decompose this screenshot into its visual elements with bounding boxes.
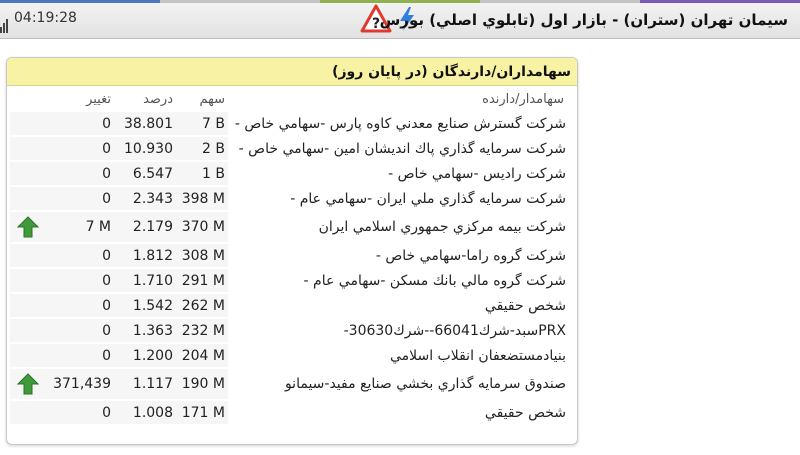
row-holder: بنيادمستضعفان انقلاب اسلامي [228, 344, 572, 369]
color-strip [0, 0, 800, 3]
row-shares: 204 M [176, 344, 228, 369]
row-arrow-cell [10, 344, 46, 369]
row-percent: 2.343 [114, 187, 176, 212]
row-arrow-cell [10, 187, 46, 212]
table-row[interactable] [10, 344, 572, 369]
row-arrow-cell [10, 162, 46, 187]
row-change: 0 [46, 112, 114, 137]
table-row[interactable] [10, 137, 572, 162]
row-shares: 232 M [176, 319, 228, 344]
table-row[interactable] [10, 269, 572, 294]
signal-bars-icon [0, 17, 8, 33]
row-shares: 1 B [176, 162, 228, 187]
row-holder: شركت گروه راما-سهامي خاص - [228, 244, 572, 269]
column-change[interactable]: تغيير [86, 91, 111, 107]
row-percent: 38.801 [114, 112, 176, 137]
table-row[interactable] [10, 244, 572, 269]
column-arrow [10, 86, 46, 112]
row-arrow-cell [10, 401, 46, 426]
svg-text:?: ? [371, 16, 381, 32]
row-percent: 1.710 [114, 269, 176, 294]
row-shares: 370 M [176, 212, 228, 244]
row-shares: 7 B [176, 112, 228, 137]
row-arrow-cell [10, 319, 46, 344]
row-holder: صندوق سرمايه گذاري بخشي صنايع مفيد-سيمانو [228, 369, 572, 401]
row-holder: شركت سرمايه گذاري پاك انديشان امين -سهامي خاص - [228, 137, 572, 162]
row-shares: 398 M [176, 187, 228, 212]
row-change: 0 [46, 162, 114, 187]
row-percent: 1.008 [114, 401, 176, 426]
row-percent: 6.547 [114, 162, 176, 187]
table-row[interactable] [10, 369, 572, 401]
row-holder: شركت سرمايه گذاري ملي ايران -سهامي عام - [228, 187, 572, 212]
row-arrow-cell [10, 137, 46, 162]
arrow-up-icon [17, 373, 39, 395]
row-percent: 1.363 [114, 319, 176, 344]
row-percent: 1.542 [114, 294, 176, 319]
row-arrow-cell [10, 244, 46, 269]
row-change: 7 M [46, 212, 114, 244]
table-row[interactable] [10, 112, 572, 137]
row-holder: شركت گروه مالي بانك مسكن -سهامي عام - [228, 269, 572, 294]
table-header-row [10, 86, 572, 112]
row-shares: 291 M [176, 269, 228, 294]
row-change: 0 [46, 319, 114, 344]
row-percent: 1.117 [114, 369, 176, 401]
shareholders-table [10, 86, 572, 426]
row-holder: شخص حقيقي [228, 294, 572, 319]
row-arrow-cell [10, 212, 46, 244]
row-shares: 190 M [176, 369, 228, 401]
row-percent: 2.179 [114, 212, 176, 244]
row-shares: 2 B [176, 137, 228, 162]
row-change: 0 [46, 137, 114, 162]
row-holder: شركت گسترش صنايع معدني كاوه پارس -سهامي خاص - [228, 112, 572, 137]
row-arrow-cell [10, 269, 46, 294]
row-holder: شركت راديس -سهامي خاص - [228, 162, 572, 187]
row-holder: شركت بيمه مركزي جمهوري اسلامي ايران [228, 212, 572, 244]
column-holder[interactable]: سهامدار/دارنده [482, 91, 564, 107]
table-row[interactable] [10, 187, 572, 212]
table-row[interactable] [10, 162, 572, 187]
column-shares[interactable]: سهم [199, 91, 225, 107]
row-change: 371,439 [46, 369, 114, 401]
row-shares: 262 M [176, 294, 228, 319]
row-change: 0 [46, 244, 114, 269]
table-row[interactable] [10, 294, 572, 319]
row-arrow-cell [10, 112, 46, 137]
shareholders-panel [6, 57, 578, 445]
row-arrow-cell [10, 294, 46, 319]
row-change: 0 [46, 187, 114, 212]
row-shares: 308 M [176, 244, 228, 269]
row-percent: 1.812 [114, 244, 176, 269]
top-bar [0, 0, 800, 39]
table-row[interactable] [10, 212, 572, 244]
row-change: 0 [46, 269, 114, 294]
row-shares: 171 M [176, 401, 228, 426]
table-row[interactable] [10, 319, 572, 344]
page-title: سيمان تهران (ستران) - بازار اول (تابلوي اصلي) بورس [379, 11, 788, 29]
row-change: 0 [46, 294, 114, 319]
row-percent: 10.930 [114, 137, 176, 162]
arrow-up-icon [17, 216, 39, 238]
row-holder: شخص حقيقي [228, 401, 572, 426]
row-holder: PRXسبد-شرك66041--شرك30630- [228, 319, 572, 344]
row-change: 0 [46, 344, 114, 369]
row-arrow-cell [10, 369, 46, 401]
panel-title: سهامداران/دارندگان (در پايان روز) [7, 58, 577, 86]
column-percent[interactable]: درصد [143, 91, 173, 107]
row-change: 0 [46, 401, 114, 426]
table-row[interactable] [10, 401, 572, 426]
row-percent: 1.200 [114, 344, 176, 369]
clock-time: 04:19:28 [14, 10, 77, 26]
